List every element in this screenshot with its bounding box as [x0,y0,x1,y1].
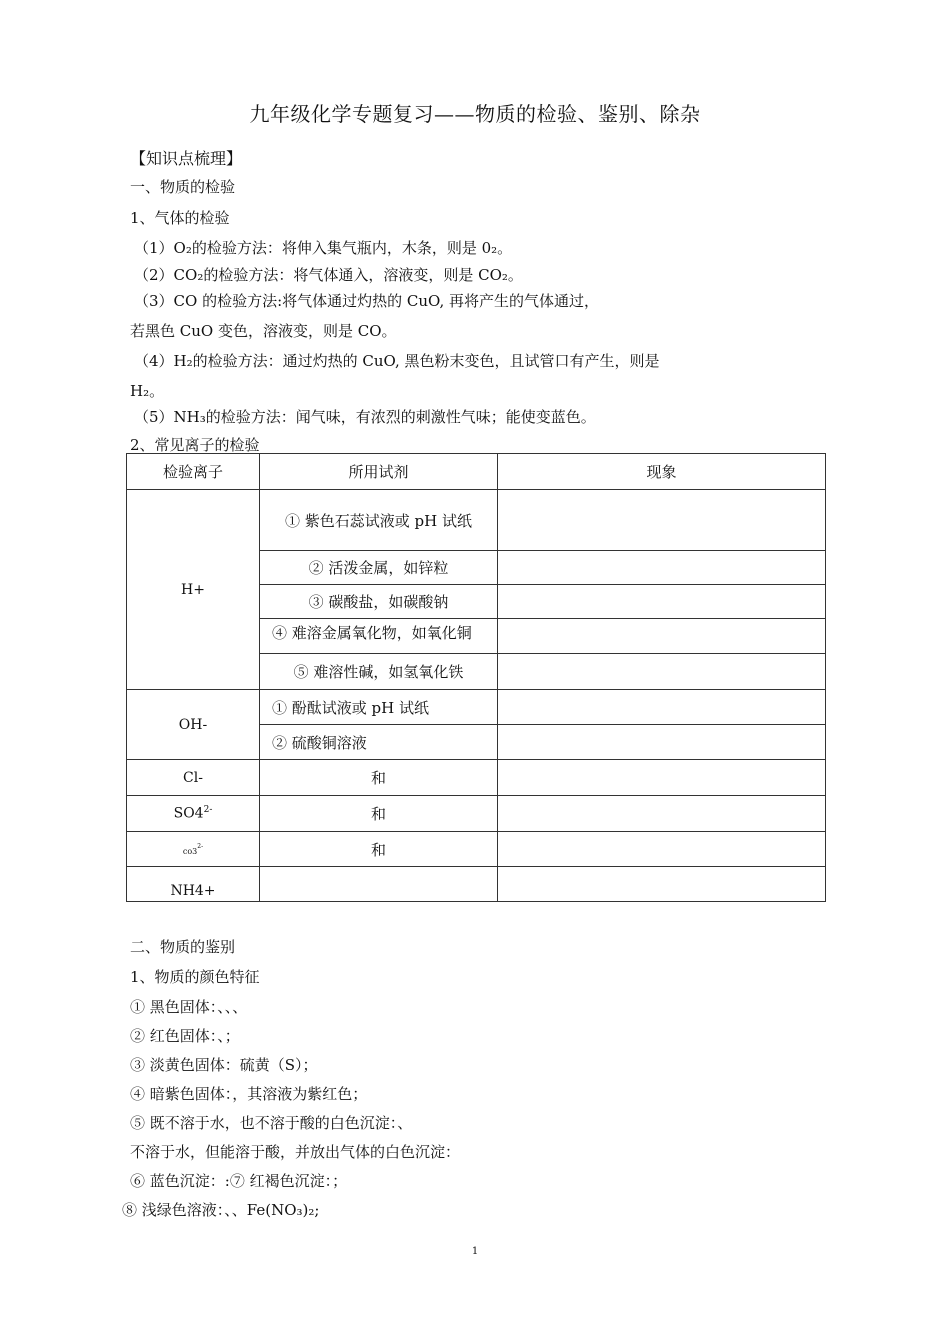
page-title: 九年级化学专题复习——物质的检验、鉴别、除杂 [249,102,701,126]
heading-knowledge: 【知识点梳理】 [130,149,243,168]
gas-line-co2: （2）CO₂的检验方法：将气体通入，溶液变，则是 CO₂。 [134,266,523,284]
heading-part2: 二、物质的鉴别 [130,938,236,956]
ion-so4-charge: 2- [203,805,213,816]
heading-color: 1、物质的颜色特征 [130,968,260,986]
reagent-cell: ③ 碳酸盐，如碳酸钠 [260,585,498,619]
ion-co3 [127,832,260,867]
ion-oh: OH- [127,690,260,760]
reagent-cell: ⑤ 难溶性碱，如氢氧化铁 [260,654,498,690]
ion-so4 [127,796,260,832]
ion-h: H+ [127,490,260,690]
phenomenon-cell [498,867,826,902]
color-line-white-soluble: 不溶于水，但能溶于酸，并放出气体的白色沉淀： [130,1143,461,1161]
phenomenon-cell [498,690,826,725]
reagent-cell [260,619,498,654]
table-row [127,796,826,832]
phenomenon-cell [498,654,826,690]
table-row [127,760,826,796]
reagent-cell: ② 硫酸铜溶液 [260,725,498,760]
ion-nh4: NH4+ [127,867,260,902]
heading-ions: 2、常见离子的检验 [130,436,260,454]
color-line-red: ② 红色固体：、； [130,1027,240,1045]
phenomenon-cell [498,796,826,832]
phenomenon-cell [498,551,826,585]
color-line-light-green: ⑧ 浅绿色溶液：、、Fe(NO₃)₂; [122,1201,320,1219]
phenomenon-cell [498,725,826,760]
phenomenon-cell [498,832,826,867]
phenomenon-cell [498,760,826,796]
header-ion: 检验离子 [127,454,260,490]
header-phenomenon: 现象 [498,454,826,490]
color-line-yellow: ③ 淡黄色固体：硫黄（S）； [130,1056,318,1074]
phenomenon-cell [498,490,826,551]
reagent-cell: 和 [260,760,498,796]
reagent-cell: 和 [260,796,498,832]
heading-part1: 一、物质的检验 [130,178,236,196]
color-line-white-insoluble: ⑤ 既不溶于水，也不溶于酸的白色沉淀：、 [130,1114,413,1132]
header-reagent: 所用试剂 [260,454,498,490]
table-row [127,832,826,867]
reagent-cell: ② 活泼金属，如锌粒 [260,551,498,585]
phenomenon-cell [498,619,826,654]
reagent-cell: 和 [260,832,498,867]
ion-co3-base: co3 [182,847,198,856]
gas-line-co-cont: 若黑色 CuO 变色，溶液变，则是 CO。 [130,322,397,340]
phenomenon-cell [498,585,826,619]
gas-line-h2-cont: H₂。 [130,382,165,400]
table-row [127,867,826,902]
reagent-cell: ① 酚酞试液或 pH 试纸 [260,690,498,725]
gas-line-nh3: （5）NH₃的检验方法：闻气味，有浓烈的刺激性气味；能使变蓝色。 [134,408,596,426]
heading-gas: 1、气体的检验 [130,209,230,227]
reagent-clipped-text: ④ 难溶金属氧化物，如氧化铜 [272,624,472,642]
reagent-cell: ① 紫色石蕊试液或 pH 试纸 [260,490,498,551]
ion-co3-charge: 2- [197,843,204,850]
table-row [127,490,826,551]
gas-line-h2: （4）H₂的检验方法：通过灼热的 CuO, 黑色粉末变色，且试管口有产生，则是 [134,352,660,370]
ion-test-table [126,453,826,902]
gas-line-co: （3）CO 的检验方法:将气体通过灼热的 CuO, 再将产生的气体通过， [134,292,600,310]
page-number: 1 [471,1246,479,1257]
ion-cl: Cl- [127,760,260,796]
color-line-blue-redbrown: ⑥ 蓝色沉淀：:⑦ 红褐色沉淀：； [130,1172,348,1190]
table-header-row [127,454,826,490]
color-line-black: ① 黑色固体：、、、 [130,998,248,1016]
table-row [127,690,826,725]
color-line-purple: ④ 暗紫色固体：，其溶液为紫红色； [130,1085,368,1103]
gas-line-o2: （1）O₂的检验方法：将伸入集气瓶内，木条，则是 0₂。 [134,239,513,257]
reagent-cell [260,867,498,902]
ion-so4-base: SO4 [173,805,204,822]
